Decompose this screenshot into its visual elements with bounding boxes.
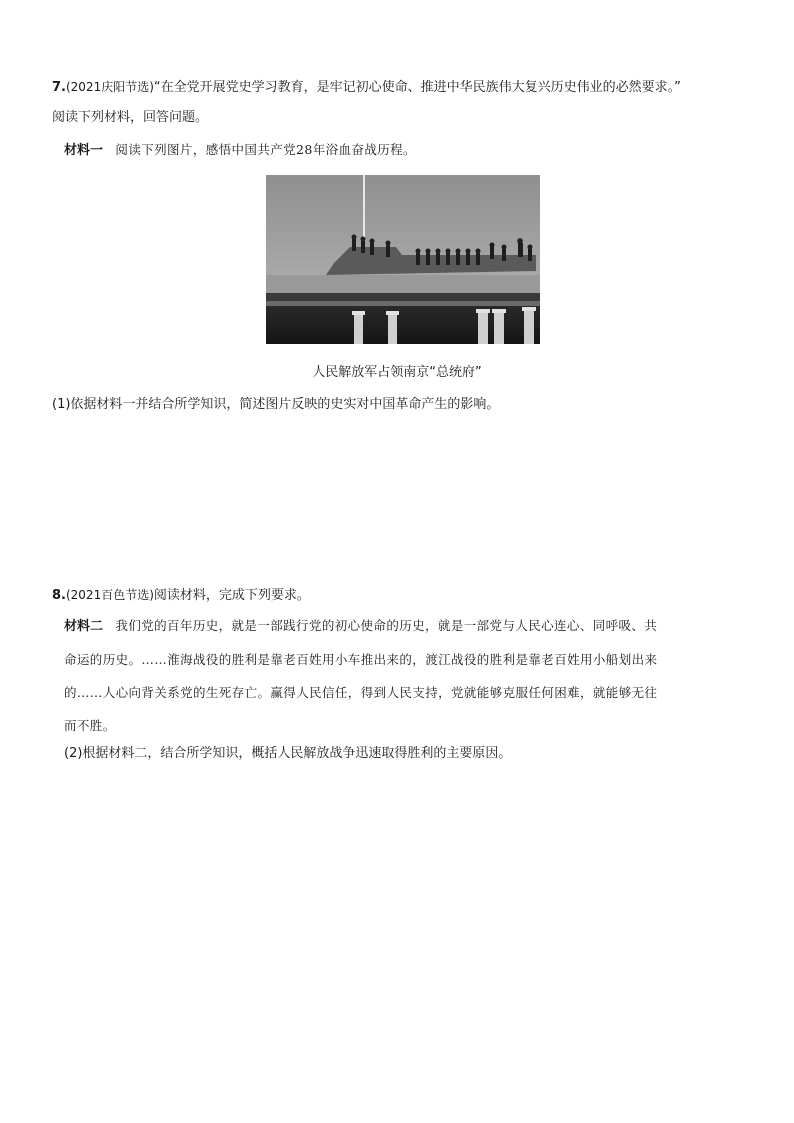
question-7-stem: “在全党开展党史学习教育，是牢记初心使命、推进中华民族伟大复兴历史伟业的必然要求。”: [153, 80, 681, 95]
material-1-line: [64, 141, 416, 160]
question-7-source: (2021庆阳节选): [65, 80, 154, 94]
material-2-text-4: 而不胜。: [64, 718, 116, 733]
question-7-subquestion-1: (1)依据材料一并结合所学知识，简述图片反映的史实对中国革命产生的影响。: [52, 397, 500, 412]
question-7-stem-line: [52, 78, 681, 97]
photo-caption: 人民解放军占领南京“总统府”: [312, 365, 482, 380]
photo-illustration: [266, 175, 540, 344]
material-2-text-3: 的……人心向背关系党的生死存亡。赢得人民信任，得到人民支持，党就能够克服任何困难，就能够无往: [64, 685, 658, 700]
material-1-text: 阅读下列图片，感悟中国共产党28年浴血奋战历程。: [115, 142, 416, 157]
nanjing-presidential-palace-photo: [266, 175, 540, 344]
material-1-label: 材料一: [64, 143, 104, 158]
material-2-line-1: [64, 617, 657, 636]
material-2-text-1: 我们党的百年历史，就是一部践行党的初心使命的历史，就是一部党与人民心连心、同呼吸、共: [115, 618, 658, 633]
question-7-instruction: 阅读下列材料，回答问题。: [52, 110, 209, 125]
question-8-number: 8.: [52, 588, 66, 603]
question-8-subquestion-2: (2)根据材料二，结合所学知识，概括人民解放战争迅速取得胜利的主要原因。: [64, 746, 512, 761]
question-8-stem: 阅读材料，完成下列要求。: [153, 588, 310, 603]
material-2-text-2: 命运的历史。……淮海战役的胜利是靠老百姓用小车推出来的，渡江战役的胜利是靠老百姓用小船划出来: [64, 652, 658, 667]
question-8-stem-line: [52, 586, 310, 605]
question-8-source: (2021百色节选): [65, 588, 154, 602]
question-7-number: 7.: [52, 80, 66, 95]
material-2-label: 材料二: [64, 619, 104, 634]
